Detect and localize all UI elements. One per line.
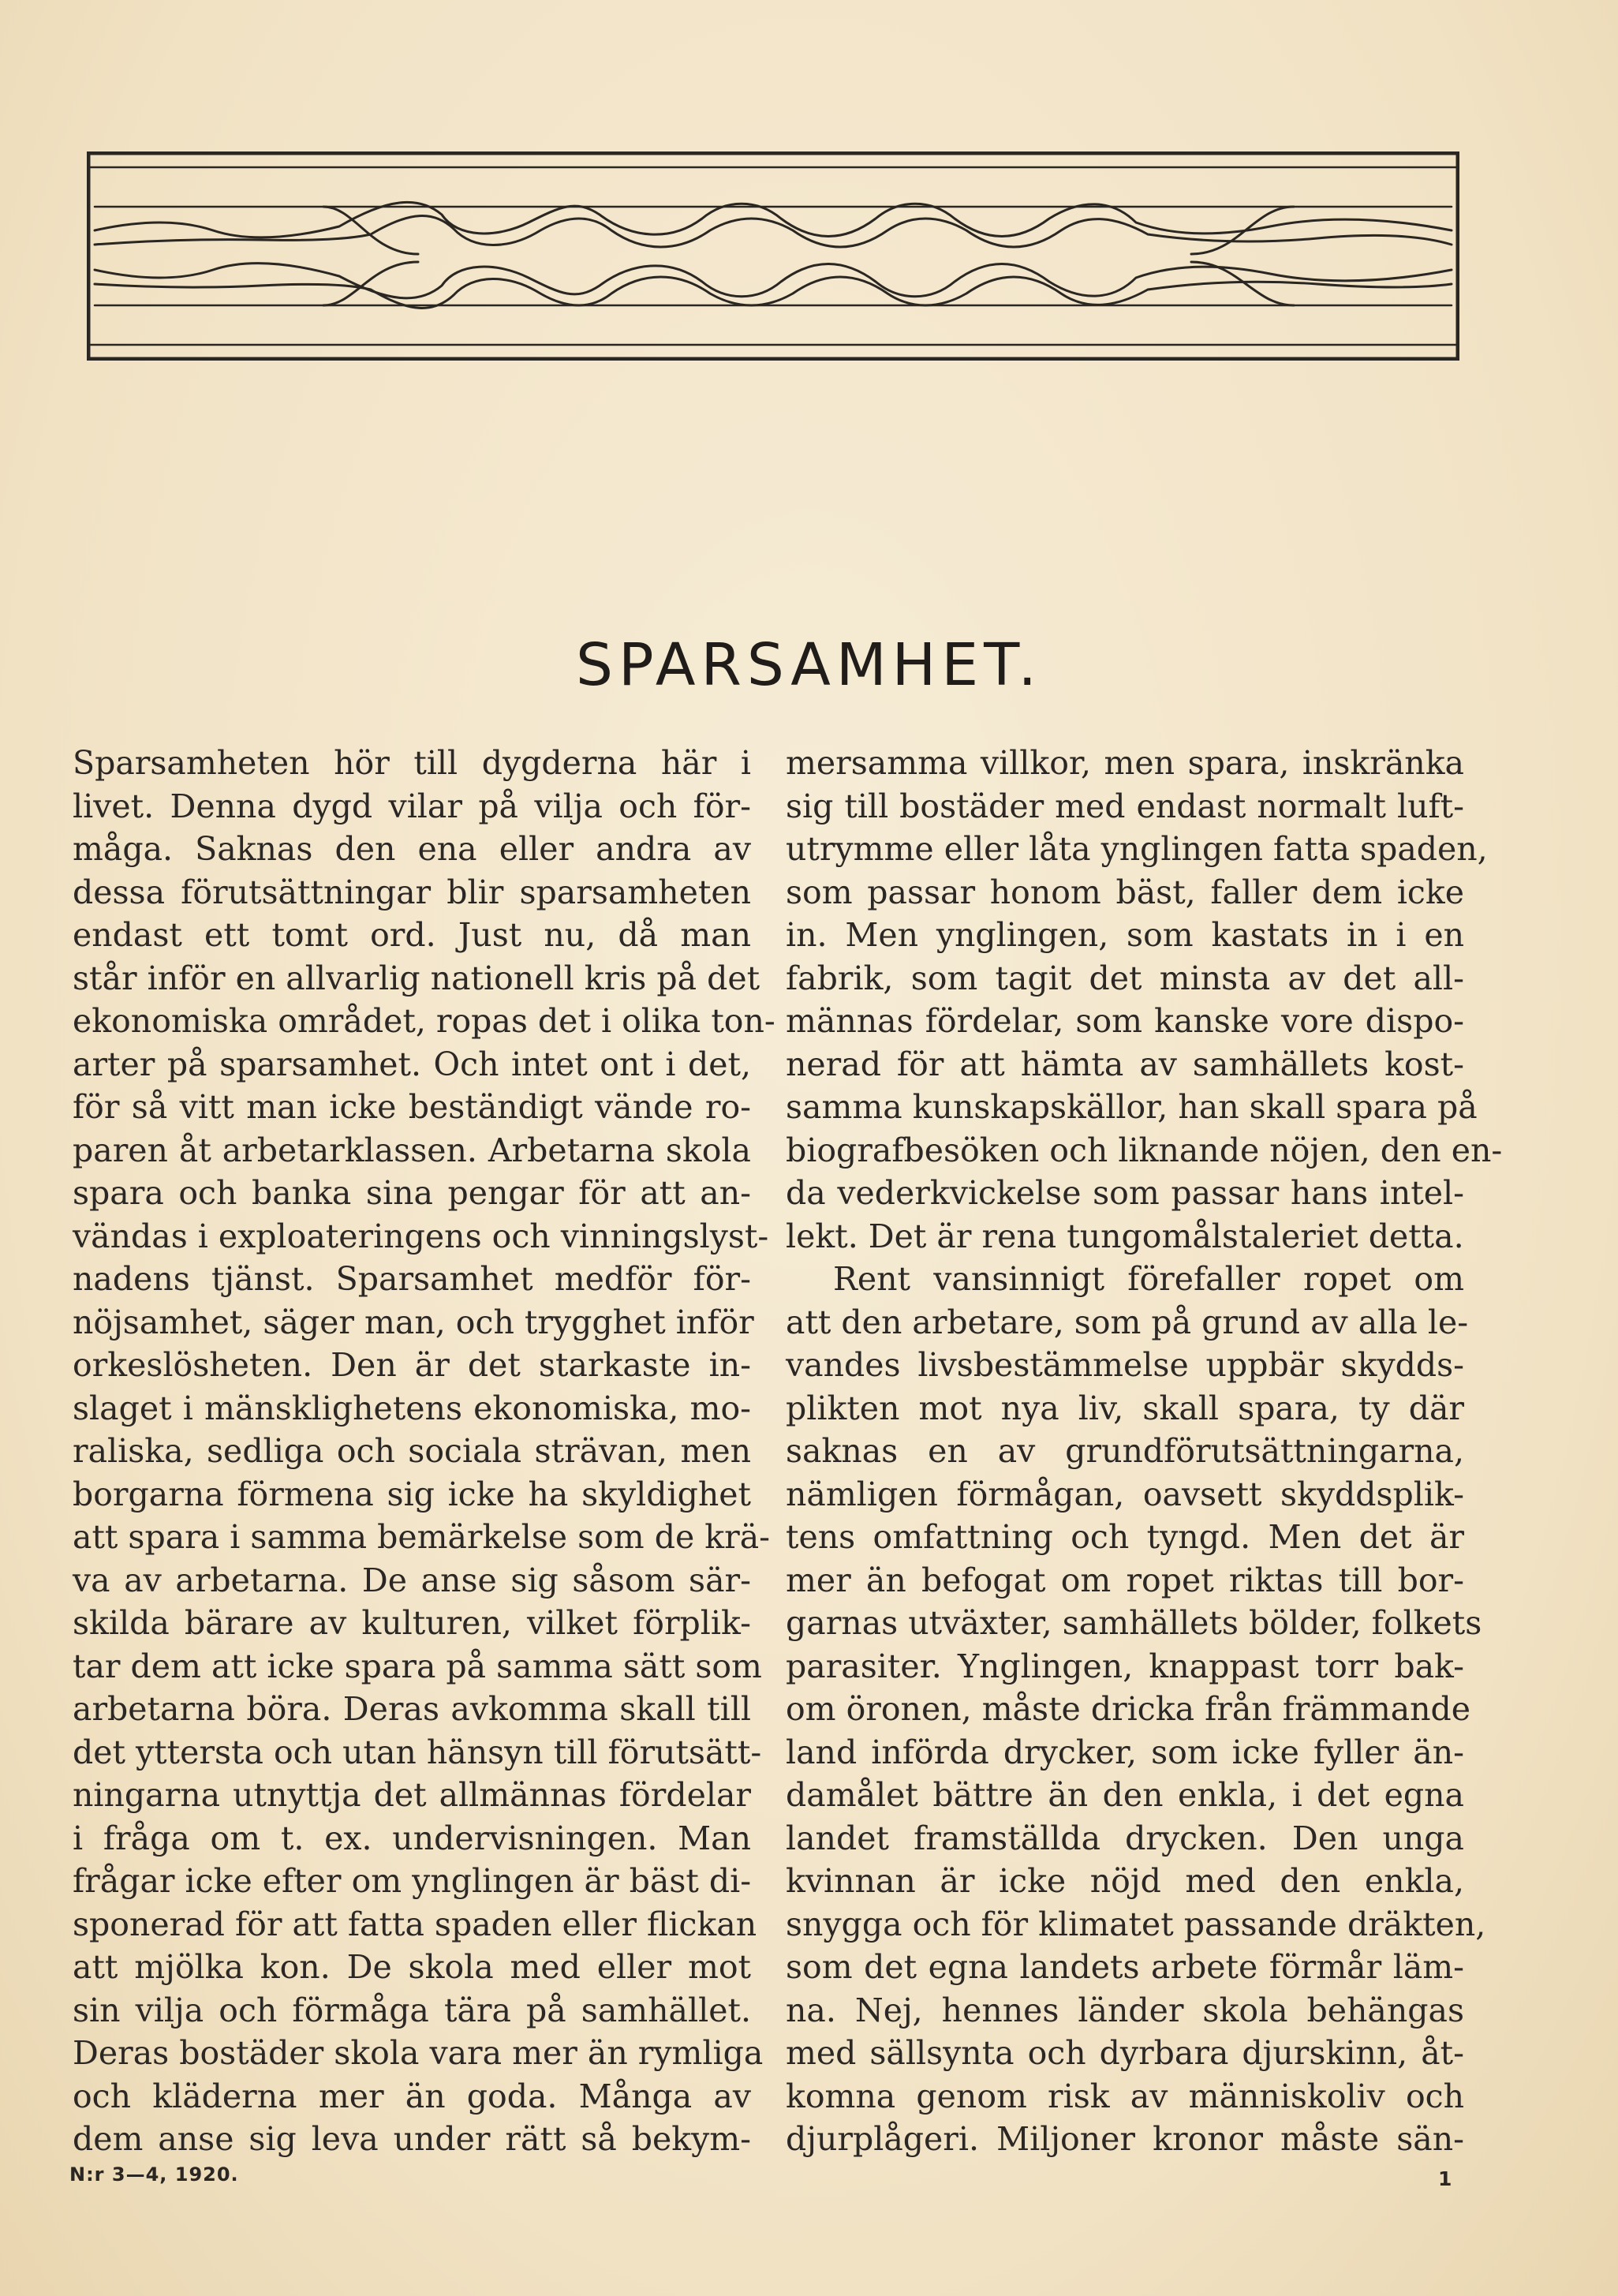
text-line: samma kunskapskällor, han skall spara på (786, 1088, 1478, 1126)
text-line: plikten mot nya liv, skall spara, ty där (786, 1389, 1464, 1427)
text-line: att mjölka kon. De skola med eller mot (73, 1948, 751, 1986)
text-line: nerad för att hämta av samhällets kost- (786, 1045, 1464, 1083)
text-line: frågar icke efter om ynglingen är bäst di- (73, 1862, 752, 1900)
text-line: nöjsamhet, säger man, och trygghet inför (73, 1303, 754, 1341)
left-column (73, 742, 775, 2161)
text-line: orkeslösheten. Den är det starkaste in- (73, 1346, 751, 1384)
text-line: sin vilja och förmåga tära på samhället. (73, 1991, 751, 2029)
text-line: sig till bostäder med endast normalt luft- (786, 787, 1464, 825)
text-line: vändas i exploateringens och vinningslyst- (73, 1217, 769, 1255)
text-line: komna genom risk av människoliv och (786, 2077, 1464, 2115)
text-line: lekt. Det är rena tungomålstaleriet detta. (786, 1217, 1464, 1255)
text-line: landet framställda drycken. Den unga (786, 1819, 1464, 1857)
text-line: raliska, sedliga och sociala strävan, men (73, 1432, 751, 1470)
text-line: och kläderna mer än goda. Många av (73, 2077, 751, 2115)
page-number: 1 (1438, 2167, 1452, 2190)
text-line: i fråga om t. ex. undervisningen. Man (73, 1819, 751, 1857)
text-line: står inför en allvarlig nationell kris på det (73, 959, 760, 997)
text-line: som det egna landets arbete förmår läm- (786, 1948, 1464, 1986)
text-line: mersamma villkor, men spara, inskränka (786, 744, 1464, 782)
text-line: Deras bostäder skola vara mer än rymliga (73, 2034, 764, 2072)
text-line: om öronen, måste dricka från främmande (786, 1690, 1471, 1728)
text-line: slaget i mänsklighetens ekonomiska, mo- (73, 1389, 751, 1427)
text-line: dessa förutsättningar blir sparsamheten (73, 873, 751, 911)
right-column-text (786, 742, 1503, 2161)
article-title: SPARSAMHET. (575, 631, 1043, 699)
text-line: ekonomiska området, ropas det i olika ton- (73, 1002, 775, 1040)
text-line: na. Nej, hennes länder skola behängas (786, 1991, 1464, 2029)
text-line: endast ett tomt ord. Just nu, då man (73, 916, 751, 954)
text-line: in. Men ynglingen, som kastats in i en (786, 916, 1464, 954)
text-line: snygga och för klimatet passande dräkten, (786, 1905, 1486, 1943)
text-line: dem anse sig leva under rätt så bekym- (73, 2120, 751, 2158)
text-line: saknas en av grundförutsättningarna, (786, 1432, 1464, 1470)
text-line: med sällsynta och dyrbara djurskinn, åt- (786, 2034, 1464, 2072)
text-line: va av arbetarna. De anse sig såsom sär- (73, 1561, 751, 1599)
text-line: biografbesöken och liknande nöjen, den en- (786, 1131, 1503, 1169)
text-line: tens omfattning och tyngd. Men det är (786, 1518, 1464, 1556)
text-line: för så vitt man icke beständigt vände ro- (73, 1088, 751, 1126)
text-line: mer än befogat om ropet riktas till bor- (786, 1561, 1464, 1599)
text-line: borgarna förmena sig icke ha skyldighet (73, 1475, 751, 1513)
text-line: att spara i samma bemärkelse som de krä- (73, 1518, 771, 1556)
text-line: Rent vansinnigt förefaller ropet om (833, 1260, 1464, 1298)
text-line: garnas utväxter, samhällets bölder, folkets (786, 1604, 1482, 1642)
left-column-text (73, 742, 775, 2161)
text-line: måga. Saknas den ena eller andra av (73, 830, 751, 868)
text-line: vandes livsbestämmelse uppbär skydds- (786, 1346, 1464, 1384)
text-line: sponerad för att fatta spaden eller flickan (73, 1905, 757, 1943)
text-line: arbetarna böra. Deras avkomma skall till (73, 1690, 751, 1728)
text-line: ningarna utnyttja det allmännas fördelar (73, 1776, 751, 1814)
text-line: kvinnan är icke nöjd med den enkla, (786, 1862, 1464, 1900)
text-line: damålet bättre än den enkla, i det egna (786, 1776, 1464, 1814)
text-line: djurplågeri. Miljoner kronor måste sän- (786, 2120, 1464, 2158)
text-line: utrymme eller låta ynglingen fatta spaden, (786, 830, 1488, 868)
text-line: parasiter. Ynglingen, knappast torr bak- (786, 1647, 1464, 1685)
text-line: som passar honom bäst, faller dem icke (786, 873, 1464, 911)
text-line: livet. Denna dygd vilar på vilja och för- (73, 787, 751, 825)
text-line: det yttersta och utan hänsyn till förutsätt- (73, 1733, 762, 1771)
text-line: arter på sparsamhet. Och intet ont i det, (73, 1045, 751, 1083)
issue-number: N:r 3—4, 1920. (69, 2163, 239, 2186)
text-line: spara och banka sina pengar för att an- (73, 1174, 751, 1212)
text-line: land införda drycker, som icke fyller än- (786, 1733, 1464, 1771)
decorative-border-ornament (87, 151, 1459, 361)
text-line: Sparsamheten hör till dygderna här i (73, 744, 751, 782)
text-line: nadens tjänst. Sparsamhet medför för- (73, 1260, 751, 1298)
text-line: att den arbetare, som på grund av alla le- (786, 1303, 1469, 1341)
text-line: nämligen förmågan, oavsett skyddsplik- (786, 1475, 1464, 1513)
text-line: skilda bärare av kulturen, vilket förplik- (73, 1604, 751, 1642)
right-column (786, 742, 1503, 2161)
text-line: tar dem att icke spara på samma sätt som (73, 1647, 762, 1685)
text-line: da vederkvickelse som passar hans intel- (786, 1174, 1464, 1212)
text-line: paren åt arbetarklassen. Arbetarna skola (73, 1131, 751, 1169)
text-line: fabrik, som tagit det minsta av det all- (786, 959, 1464, 997)
text-line: männas fördelar, som kanske vore dispo- (786, 1002, 1464, 1040)
